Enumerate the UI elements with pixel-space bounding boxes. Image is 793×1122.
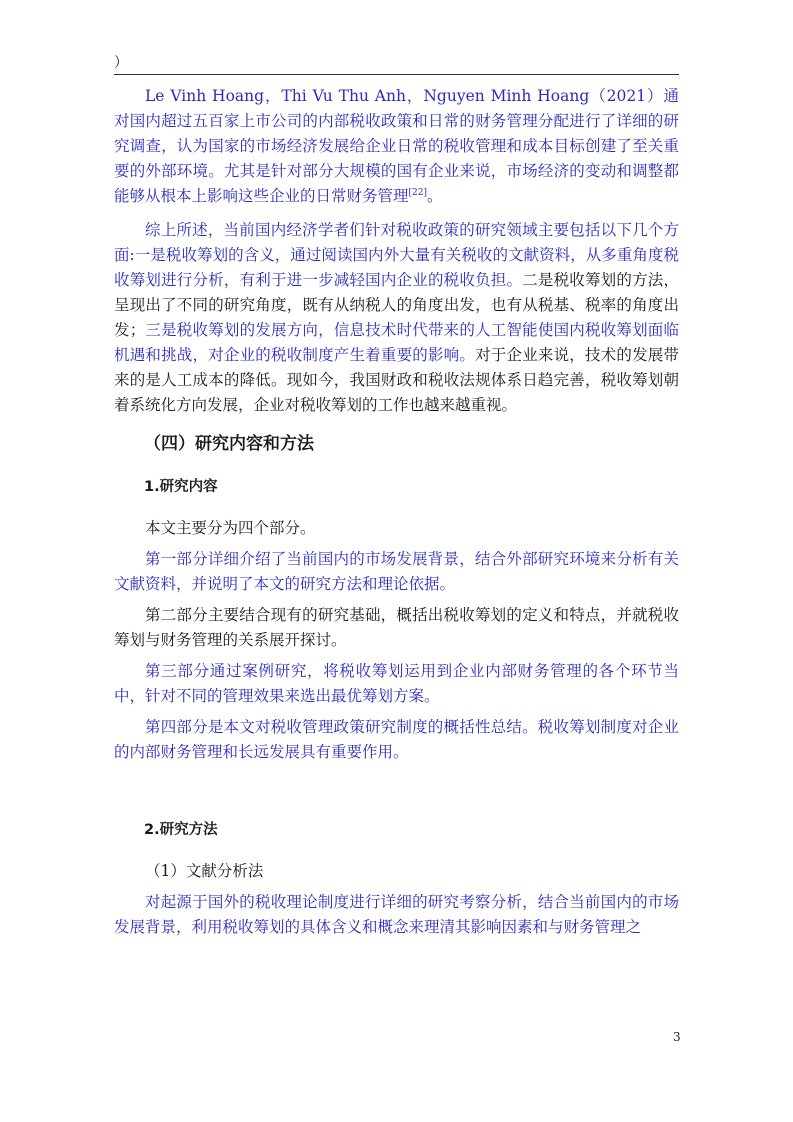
- text-segment: 。: [427, 187, 443, 205]
- page-body: [114, 84, 679, 940]
- method-title: （1）文献分析法: [145, 862, 264, 880]
- header-rule: [114, 74, 679, 75]
- citation-marker: [22]: [408, 187, 427, 198]
- text-segment: 对于企业来说，技术的发展带来的是人工成本的降低。现如今，我国财政和税收法规体系日趋完善，税收筹划朝着系统化方向发展，企业对税收筹划的工作也越来越重视。: [114, 346, 679, 414]
- text-segment: 三是税收筹划的发展方向，信息技术时代带来的人工智能使国内税收筹划面临机遇和挑战，对企业的税收制度产生着重要的影响。: [114, 321, 679, 364]
- paragraph-summary: [114, 218, 679, 418]
- text-segment: Le Vinh Hoang，Thi Vu Thu Anh，Nguyen Minh Hoang（2021）通对国内超过五百家上市公司的内部税收政策和日常的财务管理分配进行了详细的研究调查，认为国家的市场经济发展给企业日常的税收管理和成本目标创建了至关重要的外部环境。尤其是针对部分大规模的国有企业来说，市场经济的变动和调整都能够从根本上影响这些企业的日常财务管理: [114, 87, 679, 205]
- paragraph-method-1: 对起源于国外的税收理论制度进行详细的研究考察分析，结合当前国内的市场发展背景，利用税收筹划的具体含义和概念来理清其影响因素和与财务管理之: [114, 893, 679, 936]
- section-heading: （四）研究内容和方法: [144, 434, 314, 454]
- paragraph-lit-review: [114, 84, 679, 209]
- paragraph-part-2: 第二部分主要结合现有的研究基础，概括出税收筹划的定义和特点，并就税收筹划与财务管理的关系展开探讨。: [114, 606, 679, 649]
- text-segment: 综上所述，当前国内经济学者们针对税收政策的研究领域主要包括以下几个方面:一是税收筹划的含义，通过阅读国内外大量有关税收的文献资料，从多重角度税收筹划进行分析，有利于进一步减轻国内企业的税收负担。: [114, 221, 679, 289]
- paragraph-part-1: 第一部分详细介绍了当前国内的市场发展背景，结合外部研究环境来分析有关文献资料，并说明了本文的研究方法和理论依据。: [114, 550, 679, 593]
- text-segment: 二是税收筹划的方法，呈现出了不同的研究角度，既有从纳税人的角度出发，也有从税基、税率的角度出发；: [114, 271, 679, 339]
- paragraph-part-3: 第三部分通过案例研究，将税收筹划运用到企业内部财务管理的各个环节当中，针对不同的管理效果来选出最优筹划方案。: [114, 662, 679, 705]
- paragraph-intro: 本文主要分为四个部分。: [145, 519, 316, 537]
- subsection-heading-methods: 2.研究方法: [144, 822, 218, 838]
- header-mark: ）: [114, 55, 128, 71]
- page-number: 3: [673, 1030, 681, 1044]
- subsection-heading-content: 1.研究内容: [144, 479, 218, 495]
- paragraph-part-4: 第四部分是本文对税收管理政策研究制度的概括性总结。税收筹划制度对企业的内部财务管理和长远发展具有重要作用。: [114, 718, 679, 761]
